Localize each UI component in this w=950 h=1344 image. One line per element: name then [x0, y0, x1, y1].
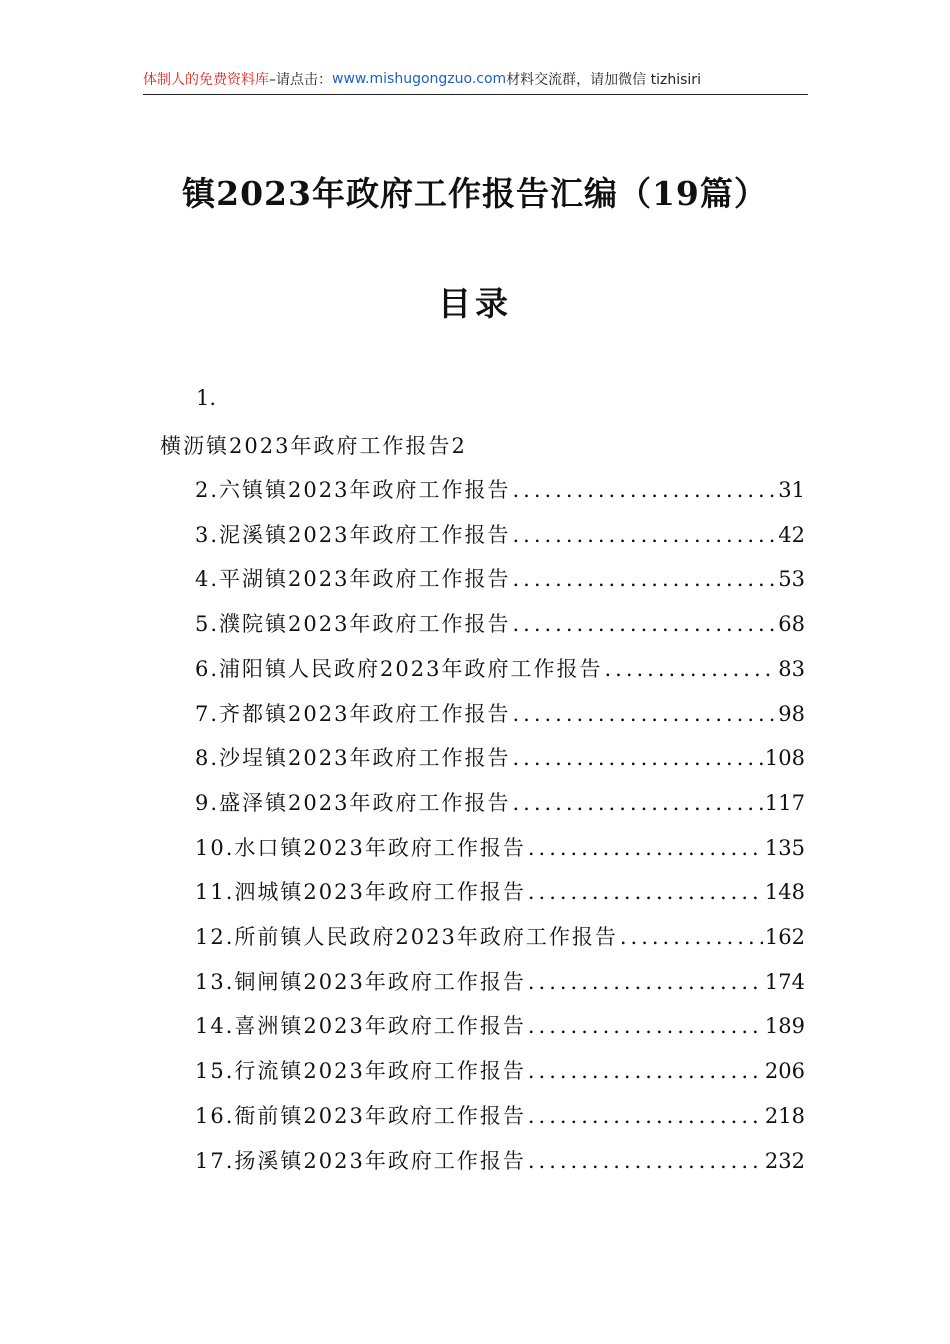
toc-entry-label: 14.喜洲镇2023年政府工作报告 — [195, 1014, 526, 1039]
toc-dot-leader — [528, 1059, 763, 1083]
toc-entry-label: 10.水口镇2023年政府工作报告 — [195, 835, 526, 860]
toc-entry-label: 12.所前镇人民政府2023年政府工作报告 — [195, 925, 618, 949]
toc-dot-leader — [604, 657, 776, 681]
header-prompt: –请点击： — [269, 72, 332, 88]
toc-entry-page: 117 — [764, 790, 805, 815]
toc-entry-label: 9.盛泽镇2023年政府工作报告 — [195, 790, 511, 815]
toc-entry-label: 8.沙埕镇2023年政府工作报告 — [195, 746, 511, 771]
toc-entry-page: 135 — [764, 835, 805, 860]
toc-entry-page: 232 — [764, 1148, 805, 1173]
toc-dot-leader — [528, 1014, 763, 1038]
toc-dot-leader — [512, 612, 776, 636]
toc-entry-label: 2.六镇镇2023年政府工作报告 — [195, 478, 511, 502]
toc-entry[interactable] — [195, 1100, 805, 1130]
toc-dot-leader — [512, 746, 762, 770]
toc-dot-leader — [512, 791, 762, 815]
toc-entry-page: 174 — [764, 969, 805, 994]
toc-entry[interactable] — [195, 474, 805, 504]
toc-entry-page: 189 — [764, 1014, 805, 1039]
toc-entry[interactable] — [195, 742, 805, 772]
toc-entry-label: 16.衙前镇2023年政府工作报告 — [195, 1103, 526, 1128]
toc-entry-page: 83 — [778, 656, 805, 681]
toc-dot-leader — [528, 836, 763, 860]
toc-entry[interactable] — [195, 921, 805, 951]
toc-entry[interactable] — [195, 698, 805, 728]
header-brand: 体制人的免费资料库 — [143, 72, 269, 88]
toc-entry-label: 6.浦阳镇人民政府2023年政府工作报告 — [195, 656, 603, 681]
toc-entry-label: 13.铜闸镇2023年政府工作报告 — [195, 969, 526, 994]
toc-entry-page: 206 — [764, 1059, 805, 1084]
toc-dot-leader — [528, 1104, 763, 1128]
toc-entry-page: 162 — [764, 925, 805, 949]
toc-dot-leader — [512, 523, 776, 547]
toc-dot-leader — [528, 970, 763, 994]
toc-entry-page: 53 — [778, 567, 805, 592]
toc-entry[interactable] — [195, 653, 805, 683]
header-url-link[interactable]: www.mishugongzuo.com — [332, 71, 507, 87]
page-header — [143, 64, 808, 95]
toc-entry[interactable] — [195, 519, 805, 549]
toc-entry-page: 108 — [764, 746, 805, 771]
toc-entry-page: 42 — [778, 522, 805, 547]
toc-entry-page: 31 — [778, 478, 805, 502]
toc-entry-page: 68 — [778, 612, 805, 637]
toc-dot-leader — [620, 925, 763, 949]
toc-entry[interactable] — [195, 563, 805, 593]
toc-entry-label: 5.濮院镇2023年政府工作报告 — [195, 612, 511, 637]
toc-entry-label: 4.平湖镇2023年政府工作报告 — [195, 567, 511, 592]
toc-entry-label: 11.泗城镇2023年政府工作报告 — [195, 880, 526, 905]
toc-dot-leader — [512, 567, 776, 591]
toc-entry-label: 3.泥溪镇2023年政府工作报告 — [195, 522, 511, 547]
document-title: 镇2023年政府工作报告汇编（19篇） — [182, 174, 768, 213]
toc-entry[interactable] — [195, 1055, 805, 1085]
toc-entry[interactable] — [195, 608, 805, 638]
toc-entry-label: 7.齐都镇2023年政府工作报告 — [195, 701, 511, 726]
toc-entry-page: 148 — [764, 880, 805, 905]
toc-first-entry[interactable]: 横沥镇2023年政府工作报告2 — [160, 434, 467, 458]
toc-entry-label: 15.行流镇2023年政府工作报告 — [195, 1059, 526, 1084]
toc-dot-leader — [512, 702, 776, 726]
toc-entry[interactable] — [195, 1010, 805, 1040]
toc-dot-leader — [512, 478, 776, 502]
toc-entry[interactable] — [195, 876, 805, 906]
toc-heading: 目录 — [438, 284, 512, 323]
toc-entry-page: 218 — [764, 1103, 805, 1128]
toc-entry-label: 17.扬溪镇2023年政府工作报告 — [195, 1148, 526, 1173]
toc-entry[interactable] — [195, 787, 805, 817]
toc-entry-page: 98 — [778, 701, 805, 726]
header-tail: 材料交流群，请加微信 tizhisiri — [506, 72, 701, 88]
toc-entry[interactable] — [195, 832, 805, 862]
toc-dot-leader — [528, 1149, 763, 1173]
toc-entry[interactable] — [195, 966, 805, 996]
toc-entry[interactable] — [195, 1145, 805, 1175]
toc-first-number: 1. — [196, 386, 217, 410]
toc-dot-leader — [528, 880, 763, 904]
